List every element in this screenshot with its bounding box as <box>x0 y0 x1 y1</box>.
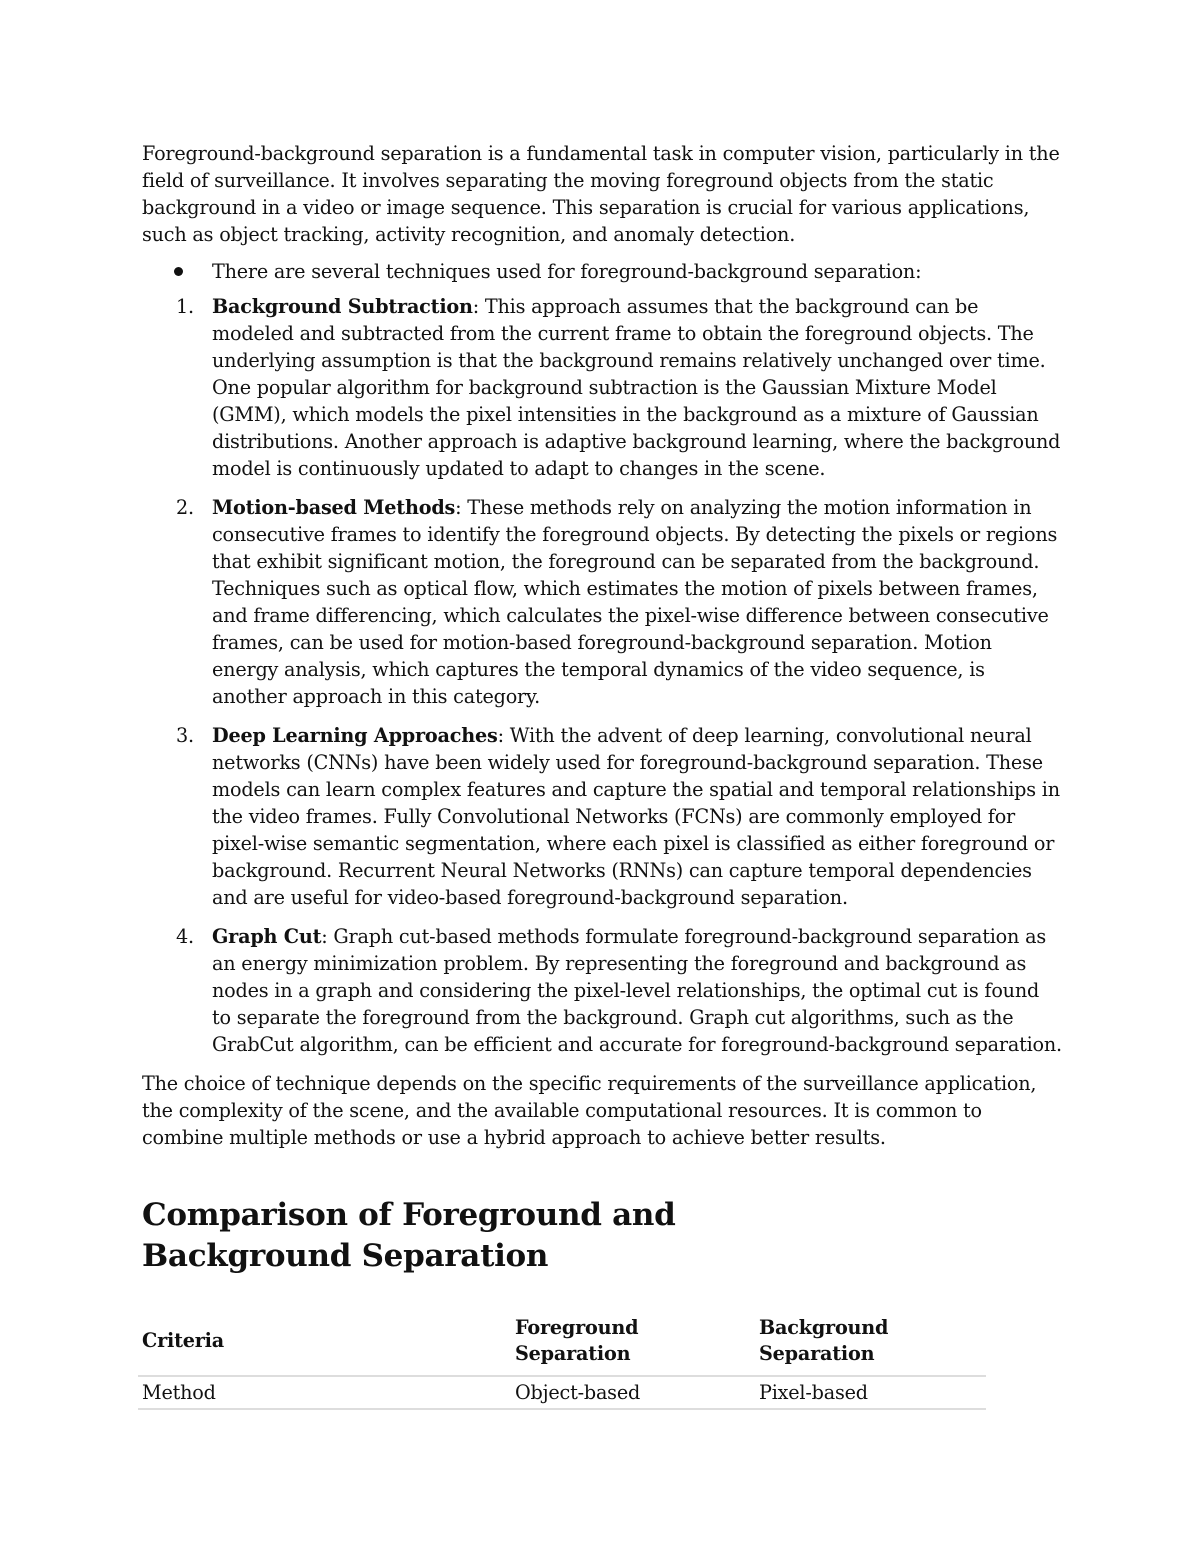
list-number: 2. <box>176 496 194 519</box>
technique-term: Motion-based Methods <box>212 496 456 519</box>
table-header-row <box>138 1315 986 1376</box>
closing-paragraph: The choice of technique depends on the specific requirements of the surveillance application, the complexity of the scene, and the available computational resources. It is common to combine multiple methods or use a hybrid approach to achieve better results. <box>142 1072 1037 1149</box>
table-cell-background: Pixel-based <box>759 1381 868 1404</box>
header-background-separation: Background Separation <box>759 1316 889 1365</box>
technique-term: Deep Learning Approaches <box>212 724 498 747</box>
techniques-list <box>142 293 1062 1058</box>
table-cell-foreground: Object-based <box>515 1381 641 1404</box>
list-number: 4. <box>176 925 194 948</box>
bullet-item <box>142 258 1062 285</box>
header-spacer <box>893 1315 986 1376</box>
technique-term: Graph Cut <box>212 925 322 948</box>
technique-item-background-subtraction <box>142 293 1062 482</box>
intro-paragraph: Foreground-background separation is a fundamental task in computer vision, particularly in the field of surveillance. It involves separating the moving foreground objects from the static background in a video or image sequence. This separation is crucial for various applications, such as object tracking, activity recognition, and anomaly detection. <box>142 142 1060 246</box>
table-cell-criteria: Method <box>142 1381 216 1404</box>
technique-description: : Graph cut-based methods formulate foreground-background separation as an energy minimization problem. By representing the foreground and background as nodes in a graph and considering the pixel-level relationships, the optimal cut is found to separate the foreground from the background. Graph cut algorithms, such as the GrabCut algorithm, can be efficient and accurate for foreground-background separation. <box>212 925 1062 1056</box>
technique-description: : These methods rely on analyzing the motion information in consecutive frames to identify the foreground objects. By detecting the pixels or regions that exhibit significant motion, the foreground can be separated from the background. Techniques such as optical flow, which estimates the motion of pixels between frames, and frame differencing, which calculates the pixel-wise difference between consecutive frames, can be used for motion-based foreground-background separation. Motion energy analysis, which captures the temporal dynamics of the video sequence, is another approach in this category. <box>212 496 1058 708</box>
section-heading: Comparison of Foreground and Background Separation <box>142 1197 676 1274</box>
technique-description: : With the advent of deep learning, convolutional neural networks (CNNs) have been widely used for foreground-background separation. These models can learn complex features and capture the spatial and temporal relationships in the video frames. Fully Convolutional Networks (FCNs) are commonly employed for pixel-wise semantic segmentation, where each pixel is classified as either foreground or background. Recurrent Neural Networks (RNNs) can capture temporal dependencies and are useful for video-based foreground-background separation. <box>212 724 1060 909</box>
bullet-dot-icon <box>174 267 183 276</box>
list-number: 1. <box>176 295 194 318</box>
technique-item-deep-learning <box>142 722 1062 911</box>
technique-description: : This approach assumes that the background can be modeled and subtracted from the current frame to obtain the foreground objects. The underlying assumption is that the background remains relatively unchanged over time. One popular algorithm for background subtraction is the Gaussian Mixture Model (GMM), which models the pixel intensities in the background as a mixture of Gaussian distributions. Another approach is adaptive background learning, where the background model is continuously updated to adapt to changes in the scene. <box>212 295 1061 480</box>
document-content <box>142 140 1062 1410</box>
header-foreground-separation: Foreground Separation <box>515 1316 639 1365</box>
table-row <box>138 1376 986 1409</box>
technique-item-motion-based <box>142 494 1062 710</box>
bullet-list <box>142 258 1062 285</box>
header-criteria: Criteria <box>142 1329 224 1352</box>
table-cell-spacer <box>893 1376 986 1409</box>
bullet-text: There are several techniques used for foreground-background separation: <box>212 260 922 283</box>
technique-item-graph-cut <box>142 923 1062 1058</box>
comparison-table <box>138 1315 986 1410</box>
technique-term: Background Subtraction <box>212 295 473 318</box>
list-number: 3. <box>176 724 194 747</box>
